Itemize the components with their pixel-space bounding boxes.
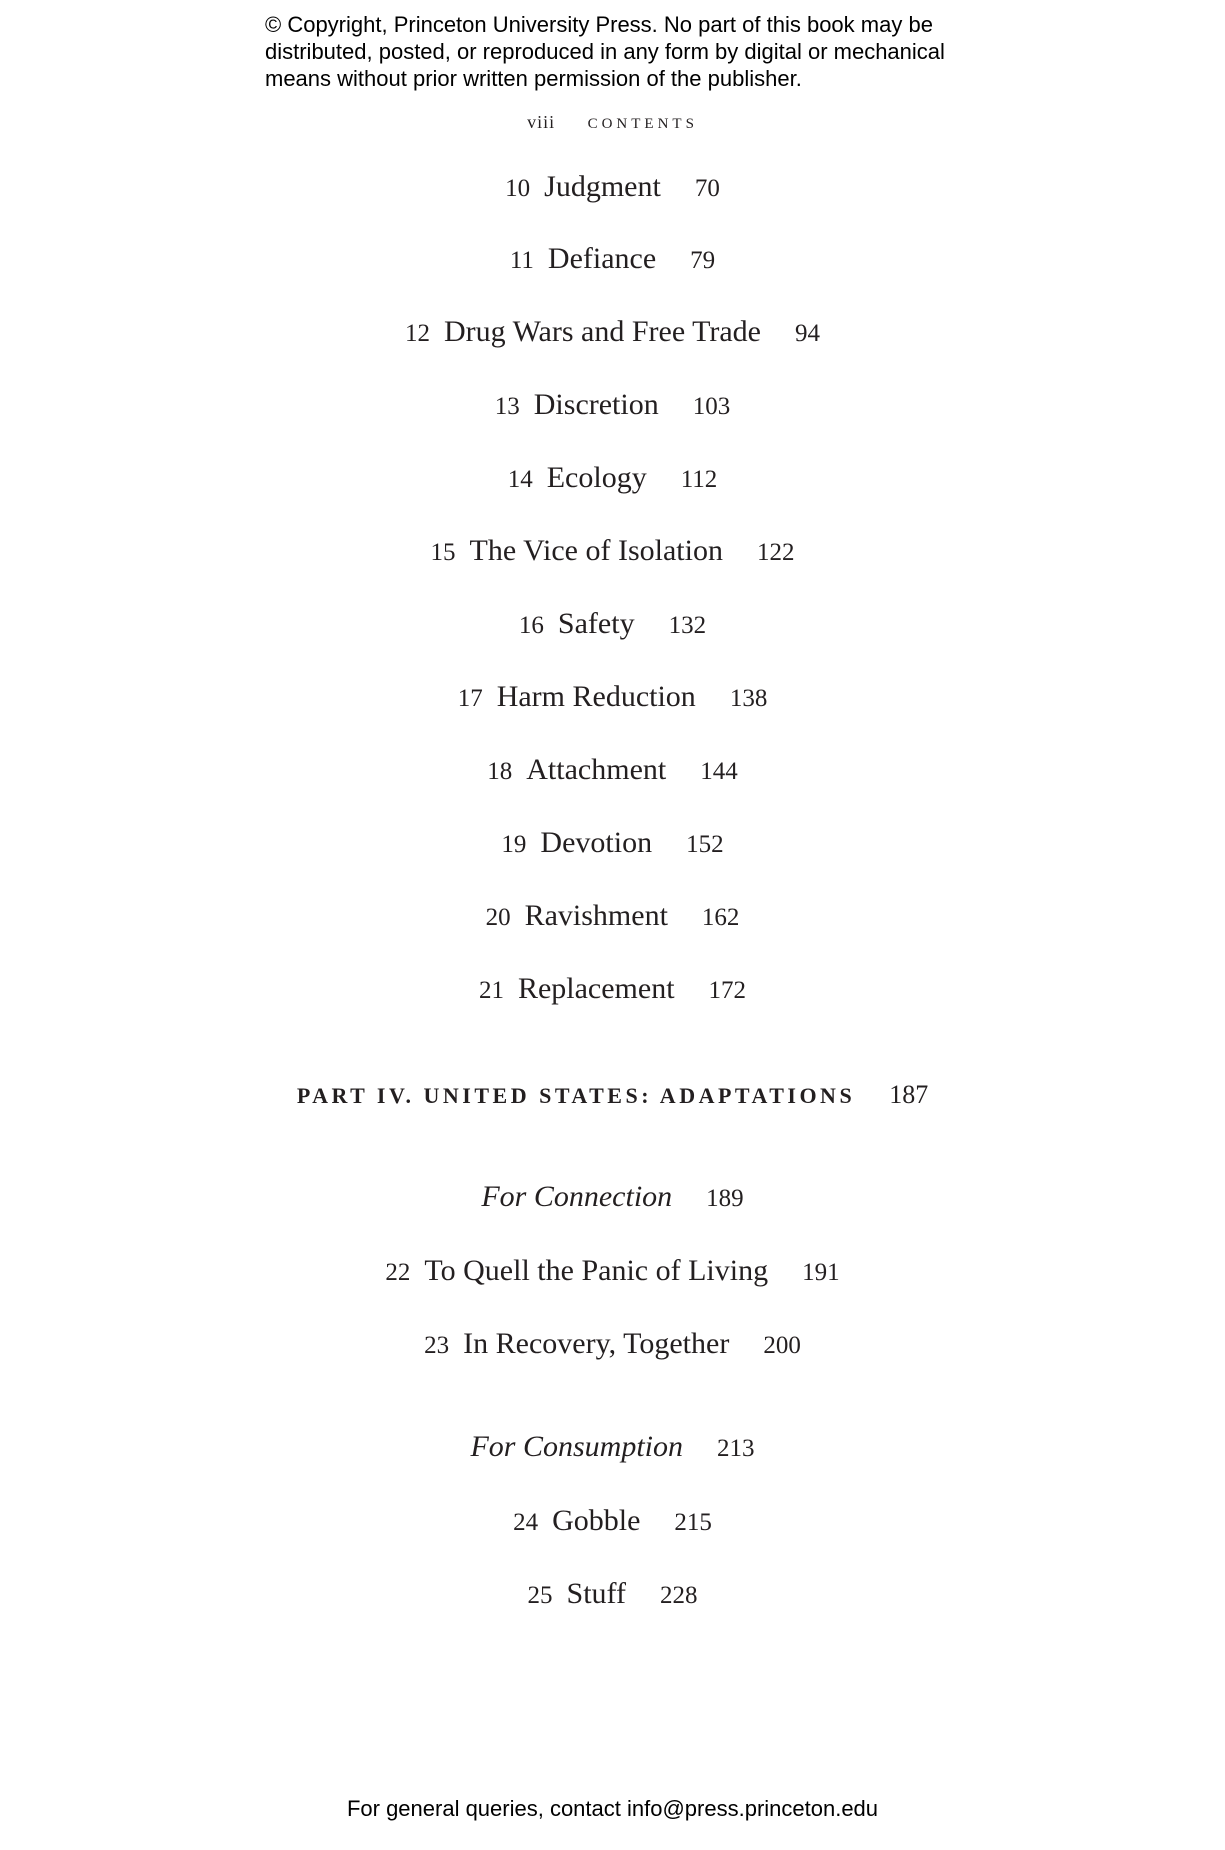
toc-entry <box>0 388 1225 422</box>
copyright-line: © Copyright, Princeton University Press. No part of this book may be <box>265 12 933 37</box>
chapter-number: 11 <box>509 247 534 274</box>
chapter-title: Defiance <box>547 242 657 275</box>
chapter-number: 19 <box>501 831 527 858</box>
chapter-title: Judgment <box>544 170 661 203</box>
chapter-number: 18 <box>487 758 513 785</box>
chapter-title: The Vice of Isolation <box>469 534 723 567</box>
chapter-number: 16 <box>518 612 544 639</box>
chapter-title: Attachment <box>526 753 667 786</box>
chapter-title: Gobble <box>552 1504 641 1537</box>
toc-entry <box>0 826 1225 860</box>
page-number: 162 <box>701 904 740 931</box>
chapter-title: Harm Reduction <box>496 680 696 713</box>
chapter-number: 12 <box>405 320 430 347</box>
page-number: 79 <box>690 247 716 274</box>
chapter-number: 13 <box>494 393 520 420</box>
chapter-title: Ravishment <box>524 899 668 932</box>
running-head <box>0 112 1225 133</box>
toc-entry <box>0 461 1225 495</box>
page-number: 144 <box>700 758 738 785</box>
toc-entry <box>0 1327 1225 1361</box>
page-number: 103 <box>692 393 731 420</box>
page-number: 228 <box>659 1582 698 1609</box>
chapter-title: In Recovery, Together <box>463 1327 730 1360</box>
chapter-title: Discretion <box>533 388 659 421</box>
chapter-number: 21 <box>478 977 504 1004</box>
chapter-number: 17 <box>457 685 483 712</box>
page-number: 138 <box>729 685 768 712</box>
copyright-line: distributed, posted, or reproduced in any form by digital or mechanical <box>265 39 945 64</box>
section-title: For Connection <box>481 1180 673 1213</box>
chapter-number: 10 <box>505 175 531 202</box>
section-title: For Consumption <box>470 1430 684 1463</box>
page-number: 70 <box>694 175 720 202</box>
section-heading <box>0 1180 1225 1214</box>
copyright-line: means without prior written permission of the publisher. <box>265 66 802 91</box>
chapter-title: Stuff <box>566 1577 626 1610</box>
toc-entry <box>0 1504 1225 1538</box>
chapter-title: To Quell the Panic of Living <box>424 1254 769 1287</box>
page-number: 200 <box>763 1332 801 1359</box>
chapter-number: 22 <box>385 1259 411 1286</box>
toc-entry <box>0 242 1225 276</box>
toc-entry <box>0 899 1225 933</box>
toc-entry <box>0 607 1225 641</box>
footer-contact: For general queries, contact info@press.princeton.edu <box>346 1796 879 1821</box>
toc-entry <box>0 972 1225 1006</box>
chapter-title: Replacement <box>517 972 675 1005</box>
chapter-title: Ecology <box>546 461 647 494</box>
page-number: 122 <box>756 539 795 566</box>
chapter-number: 14 <box>507 466 533 493</box>
toc-entry <box>0 315 1225 349</box>
chapter-title: Safety <box>557 607 635 640</box>
part-heading <box>0 1080 1225 1110</box>
toc-entry <box>0 1254 1225 1288</box>
page-number: 215 <box>674 1509 712 1536</box>
page-number: 172 <box>708 977 747 1004</box>
chapter-number: 15 <box>430 539 456 566</box>
page-number: 187 <box>889 1080 929 1109</box>
running-head-label: CONTENTS <box>587 116 698 132</box>
section-heading <box>0 1430 1225 1464</box>
page-number: 213 <box>717 1435 755 1462</box>
chapter-number: 24 <box>513 1509 539 1536</box>
chapter-number: 25 <box>527 1582 553 1609</box>
toc-entry <box>0 1577 1225 1611</box>
toc-entry <box>0 170 1225 204</box>
chapter-title: Drug Wars and Free Trade <box>444 315 761 348</box>
part-title: PART IV. UNITED STATES: ADAPTATIONS <box>296 1083 856 1108</box>
page-number: 189 <box>706 1185 744 1212</box>
page-number: 132 <box>668 612 707 639</box>
page-folio: viii <box>527 112 556 132</box>
toc-entry <box>0 680 1225 714</box>
toc-entry <box>0 753 1225 787</box>
page-number: 191 <box>802 1259 840 1286</box>
chapter-number: 23 <box>424 1332 450 1359</box>
page-number: 152 <box>686 831 724 858</box>
toc-entry <box>0 534 1225 568</box>
chapter-number: 20 <box>485 904 511 931</box>
copyright-notice <box>265 11 985 92</box>
page-number: 94 <box>794 320 820 347</box>
chapter-title: Devotion <box>540 826 653 859</box>
page-number: 112 <box>680 466 718 493</box>
